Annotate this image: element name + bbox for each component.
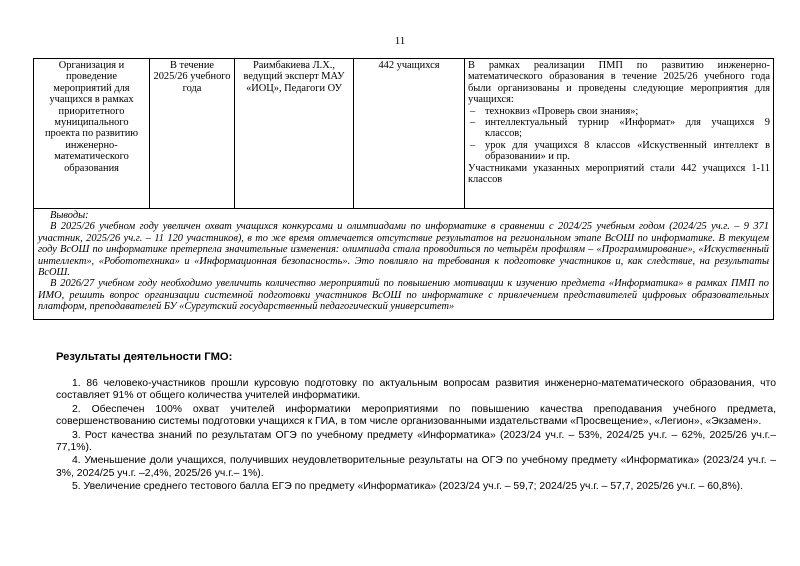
result-intro: В рамках реализации ПМП по развитию инженерно-математического образования в течение 2025/26 учебного года были организованы и проведены следующие мероприятия для учащихся: <box>468 60 770 106</box>
list-item: – урок для учащихся 8 классов «Искуственный интеллект в образовании» и пр. <box>470 139 770 163</box>
dash-bullet: – <box>470 139 476 151</box>
list-item: 4. Уменьшение доли учащихся, получивших неудовлетворительные результаты на ОГЭ по учебному предмету «Информатика» (2023/24 уч.г. – 3%, 2024/25 уч.г. –2,4%, 2025/26 уч.г.– 1%). <box>56 455 776 479</box>
dash-bullet: – <box>470 117 476 129</box>
result-outro: Участниками указанных мероприятий стали 442 учащихся 1-11 классов <box>468 162 770 186</box>
list-item: – техноквиз «Проверь свои знания»; <box>470 105 639 117</box>
activities-table <box>33 58 774 320</box>
table-row <box>34 59 774 209</box>
conclusions-paragraph: В 2025/26 учебном году увеличен охват учащихся конкурсами и олимпиадами по информатике в сравнении с 2024/25 учебным годом (2024/25 уч.г. – 9 371 участник, 2025/26 уч.г. – 11 120 участников), в то же время отмечается отсутствие результатов на региональном этапе ВсОШ по информатике. В текущем году ВсОШ по информатике претерпела значительные изменения: олимпиада стала проводиться по четырём профилям – «Программирование», «Искуственный интеллект», «Робототехника» и «Информационная безопасность». Это повлияло на требования к подготовке участников и, как следствие, на результаты ВсОШ. <box>38 221 769 279</box>
list-item: 1. 86 человеко-участников прошли курсовую подготовку по актуальным вопросам развития инженерно-математического образования, что составляет 91% от общего количества учителей информатики. <box>56 378 776 402</box>
period-cell: В течение 2025/26 учебного года <box>150 59 235 209</box>
results-list <box>56 378 776 494</box>
list-item: 2. Обеспечен 100% охват учителей информатики мероприятиями по повышению качества преподавания учебного предмета, совершенствованию системы подготовки учащихся к ГИА, в том числе организованными издательствами «Просвещение», «Легион», «Экзамен». <box>56 403 776 428</box>
dash-bullet: – <box>470 105 476 117</box>
list-item: 3. Рост качества знаний по результатам ОГЭ по учебному предмету «Информатика» (2023/24 уч.г. – 53%, 2024/25 уч.г. – 62%, 2025/26 уч.г.– 77,1%). <box>56 429 776 454</box>
result-list <box>468 106 770 163</box>
conclusions-cell <box>34 209 774 320</box>
conclusions-paragraph: В 2026/27 учебном году необходимо увеличить количество мероприятий по повышению мотивации к изучению предмета «Информатика» в рамках ПМП по ИМО, решить вопрос организации системной подготовки участников ВсОШ по информатике с привлечением представителей цифровых образовательных платформ, преподавателей БУ «Сургутский государственный педагогический университет» <box>38 278 769 313</box>
list-item: 5. Увеличение среднего тестового балла ЕГЭ по предмету «Информатика» (2023/24 уч.г. – 59,7; 2024/25 уч.г. – 57,7, 2025/26 уч.г. – 60,8%). <box>72 481 744 493</box>
coverage-cell: 442 учащихся <box>354 59 465 209</box>
list-item: – интеллектуальный турнир «Информат» для учащихся 9 классов; <box>470 117 770 140</box>
responsible-cell: Раимбакиева Л.Х., ведущий эксперт МАУ «ИОЦ», Педагоги ОУ <box>235 59 354 209</box>
event-cell: Организация и проведение мероприятий для учащихся в рамках приоритетного муниципального проекта по развитию инженерно-математического образования <box>34 59 150 209</box>
page-number: 11 <box>394 35 406 47</box>
conclusions-row <box>34 209 774 320</box>
conclusions-heading: Выводы: <box>50 210 89 221</box>
result-cell <box>465 59 774 209</box>
results-title: Результаты деятельности ГМО: <box>56 351 233 363</box>
